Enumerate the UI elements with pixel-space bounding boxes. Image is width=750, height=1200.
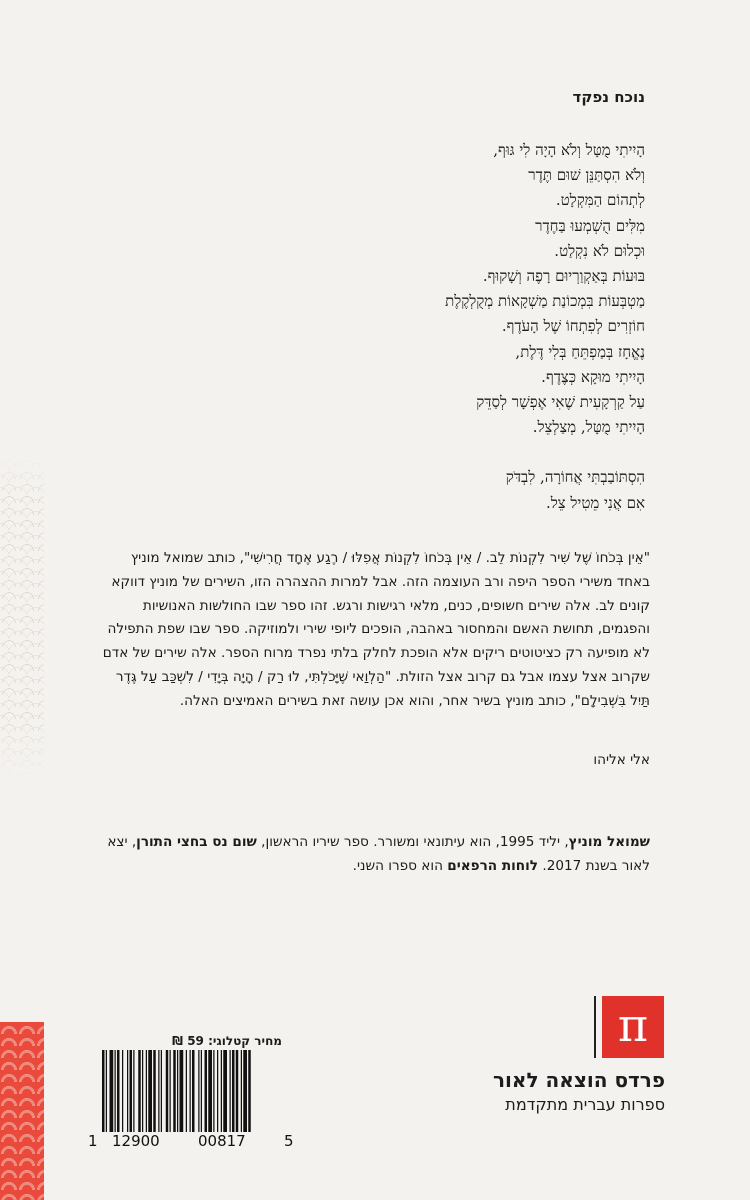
publisher-logo [602, 996, 664, 1058]
author-name: שמואל מוניץ [568, 834, 650, 850]
barcode-bar [146, 1050, 147, 1132]
poem-line: אִם אֲנִי מֵטִיל צֵל. [545, 493, 645, 512]
poem-line: עַל קַרְקָעִית שֶׁאִי אֶפְשָׁר לְסַדֵּק [476, 393, 645, 412]
bio-text: , יצא לאור בשנת 2017. [107, 834, 650, 874]
blurb-text: "אֵין בְּכֹחוֹ שֶׁל שִׁיר לִקְנוֹת לֵב. / אֵין בְּכֹחוֹ לִקְנוֹת אֲפִלּוּ / רֶגַע אֶחָד חֲרִישִׁי", כותב שמואל מוניץ באחד משירי הספר היפה ורב העוצמה הזה. אבל למרות ההצהרה הזו, השירים של מוניץ דווקא קונים לב. אלה שירים חשופים, כנים, מלאי רגישות ורגש. זהו ספר שבו החולשות האנושיות והפגמים, תחושת האשם והמחסור באהבה, הופכים ליופי שירי ולמוזיקה. ספר שבו שפת התפילה לא מופיעה רק כציטוטים ריקים אלא הופכת לחלק בלתי נפרד מרוח הספר. אלה שירים של אדם שקרוב אצל עצמו אבל גם קרוב אצל הזולת. "הַלְוַאי שֶׁיָּכֹלְתִּי, לוּ רַק / הָיָה בְּיָדִי / לִשְׁכַּב עַל גֶּדֶר תַּיִל בִּשְׁבִילָם", כותב מוניץ בשיר אחר, והוא אכן עושה זאת בשירים האמיצים האלה. [102, 550, 650, 709]
barcode-bar [130, 1050, 133, 1132]
barcode-bar [201, 1050, 202, 1132]
poem-line: הִסְתּוֹבַבְתִּי אֲחוֹרָה, לִבְדֹּק [505, 468, 645, 487]
stanza-gap [360, 440, 645, 465]
barcode-bar [221, 1050, 222, 1132]
barcode-bar [236, 1050, 239, 1132]
bio-text: הוא ספרו השני. [352, 858, 448, 874]
barcode-bar [241, 1050, 242, 1132]
barcode-bar [115, 1050, 116, 1132]
poem-line: בּוּעוֹת בְּאַקְוַרְיוּם רָפֶה וְשָׁקוּף. [482, 267, 645, 286]
decorative-wave-pattern-top [0, 455, 44, 785]
barcode-bar [158, 1050, 159, 1132]
first-book-title: שום נס בחצי התורן [136, 834, 257, 850]
logo-divider [594, 996, 596, 1058]
barcode-bar [117, 1050, 120, 1132]
barcode-bar [153, 1050, 156, 1132]
barcode-bar [192, 1050, 195, 1132]
barcode-bar [170, 1050, 171, 1132]
barcode-bar [243, 1050, 247, 1132]
barcode-digit-group: 12900 [112, 1132, 160, 1150]
barcode [102, 1050, 292, 1132]
pi-icon: π [617, 998, 649, 1052]
barcode-bar [173, 1050, 176, 1132]
poem-line: מַטְבְּעוֹת בִּמְכוֹנַת מַשְׁקָאוֹת מְקֻלְקֶלֶת [445, 292, 645, 311]
barcode-bar [208, 1050, 212, 1132]
blurb [95, 547, 650, 714]
barcode-bar [133, 1050, 134, 1132]
barcode-bar [232, 1050, 235, 1132]
barcode-bar [110, 1050, 114, 1132]
barcode-bars [102, 1050, 292, 1132]
publisher-name: פרדס הוצאה לאור [492, 1068, 665, 1092]
barcode-bar [248, 1050, 251, 1132]
poem-line: הָיִיתִי מוּקָא כְּצֶדֶף. [541, 367, 645, 386]
barcode-bar [213, 1050, 214, 1132]
barcode-bar [122, 1050, 123, 1132]
barcode-digit-group: 5 [284, 1132, 294, 1150]
poem-line: לְתְהוֹם הַמִּקְלָט. [555, 191, 645, 210]
barcode-digit-group: 00817 [198, 1132, 246, 1150]
barcode-bar [177, 1050, 178, 1132]
poem [360, 138, 645, 516]
barcode-bar [205, 1050, 208, 1132]
author-bio [95, 830, 650, 878]
barcode-bar [148, 1050, 152, 1132]
barcode-digits [88, 1132, 298, 1152]
barcode-bar [180, 1050, 184, 1132]
barcode-bar [138, 1050, 141, 1132]
barcode-bar [102, 1050, 105, 1132]
barcode-bar [142, 1050, 143, 1132]
poem-line: וְלֹא הִסְתַּנֵּן שׁוּם תֶּדֶר [528, 166, 645, 185]
bio-text: , יליד 1995, הוא עיתונאי ומשורר. ספר שיריו הראשון, [256, 834, 569, 850]
barcode-bar [198, 1050, 199, 1132]
decorative-wave-pattern-bottom [0, 1022, 44, 1200]
poem-line: וּכְלוּם לֹא נִקְלַט. [554, 241, 645, 260]
blurb-signature: אלי אליהו [593, 752, 650, 768]
barcode-bar [166, 1050, 169, 1132]
poem-title: נוכח נפקד [572, 88, 645, 106]
publisher-tagline: ספרות עברית מתקדמת [505, 1095, 665, 1114]
barcode-bar [230, 1050, 231, 1132]
barcode-bar [127, 1050, 128, 1132]
poem-line: נֶאֱחָז בְּמַפְתֵּחַ בְּלִי דֶּלֶת, [515, 342, 645, 361]
poem-line: מִלִּים הֻשְׁמְעוּ בַּחֶדֶר [535, 216, 645, 235]
barcode-bar [217, 1050, 218, 1132]
barcode-bar [106, 1050, 107, 1132]
barcode-bar [190, 1050, 191, 1132]
catalog-price: מחיר קטלוגי: 59 ₪ [172, 1034, 282, 1048]
barcode-digit-group: 1 [88, 1132, 98, 1150]
barcode-bar [186, 1050, 187, 1132]
poem-line: הָיִיתִי מֻטָּל, מְצַלְצֵל. [532, 418, 645, 437]
barcode-bar [161, 1050, 162, 1132]
barcode-bar [223, 1050, 227, 1132]
poem-line: חוֹזְרִים לְפִתְחוֹ שֶׁל הָעֹדֶף. [501, 317, 645, 336]
second-book-title: לוחות הרפאים [447, 858, 539, 874]
poem-line: הָיִיתִי מֻטָּל וְלֹא הָיָה לִי גּוּף, [493, 141, 645, 159]
